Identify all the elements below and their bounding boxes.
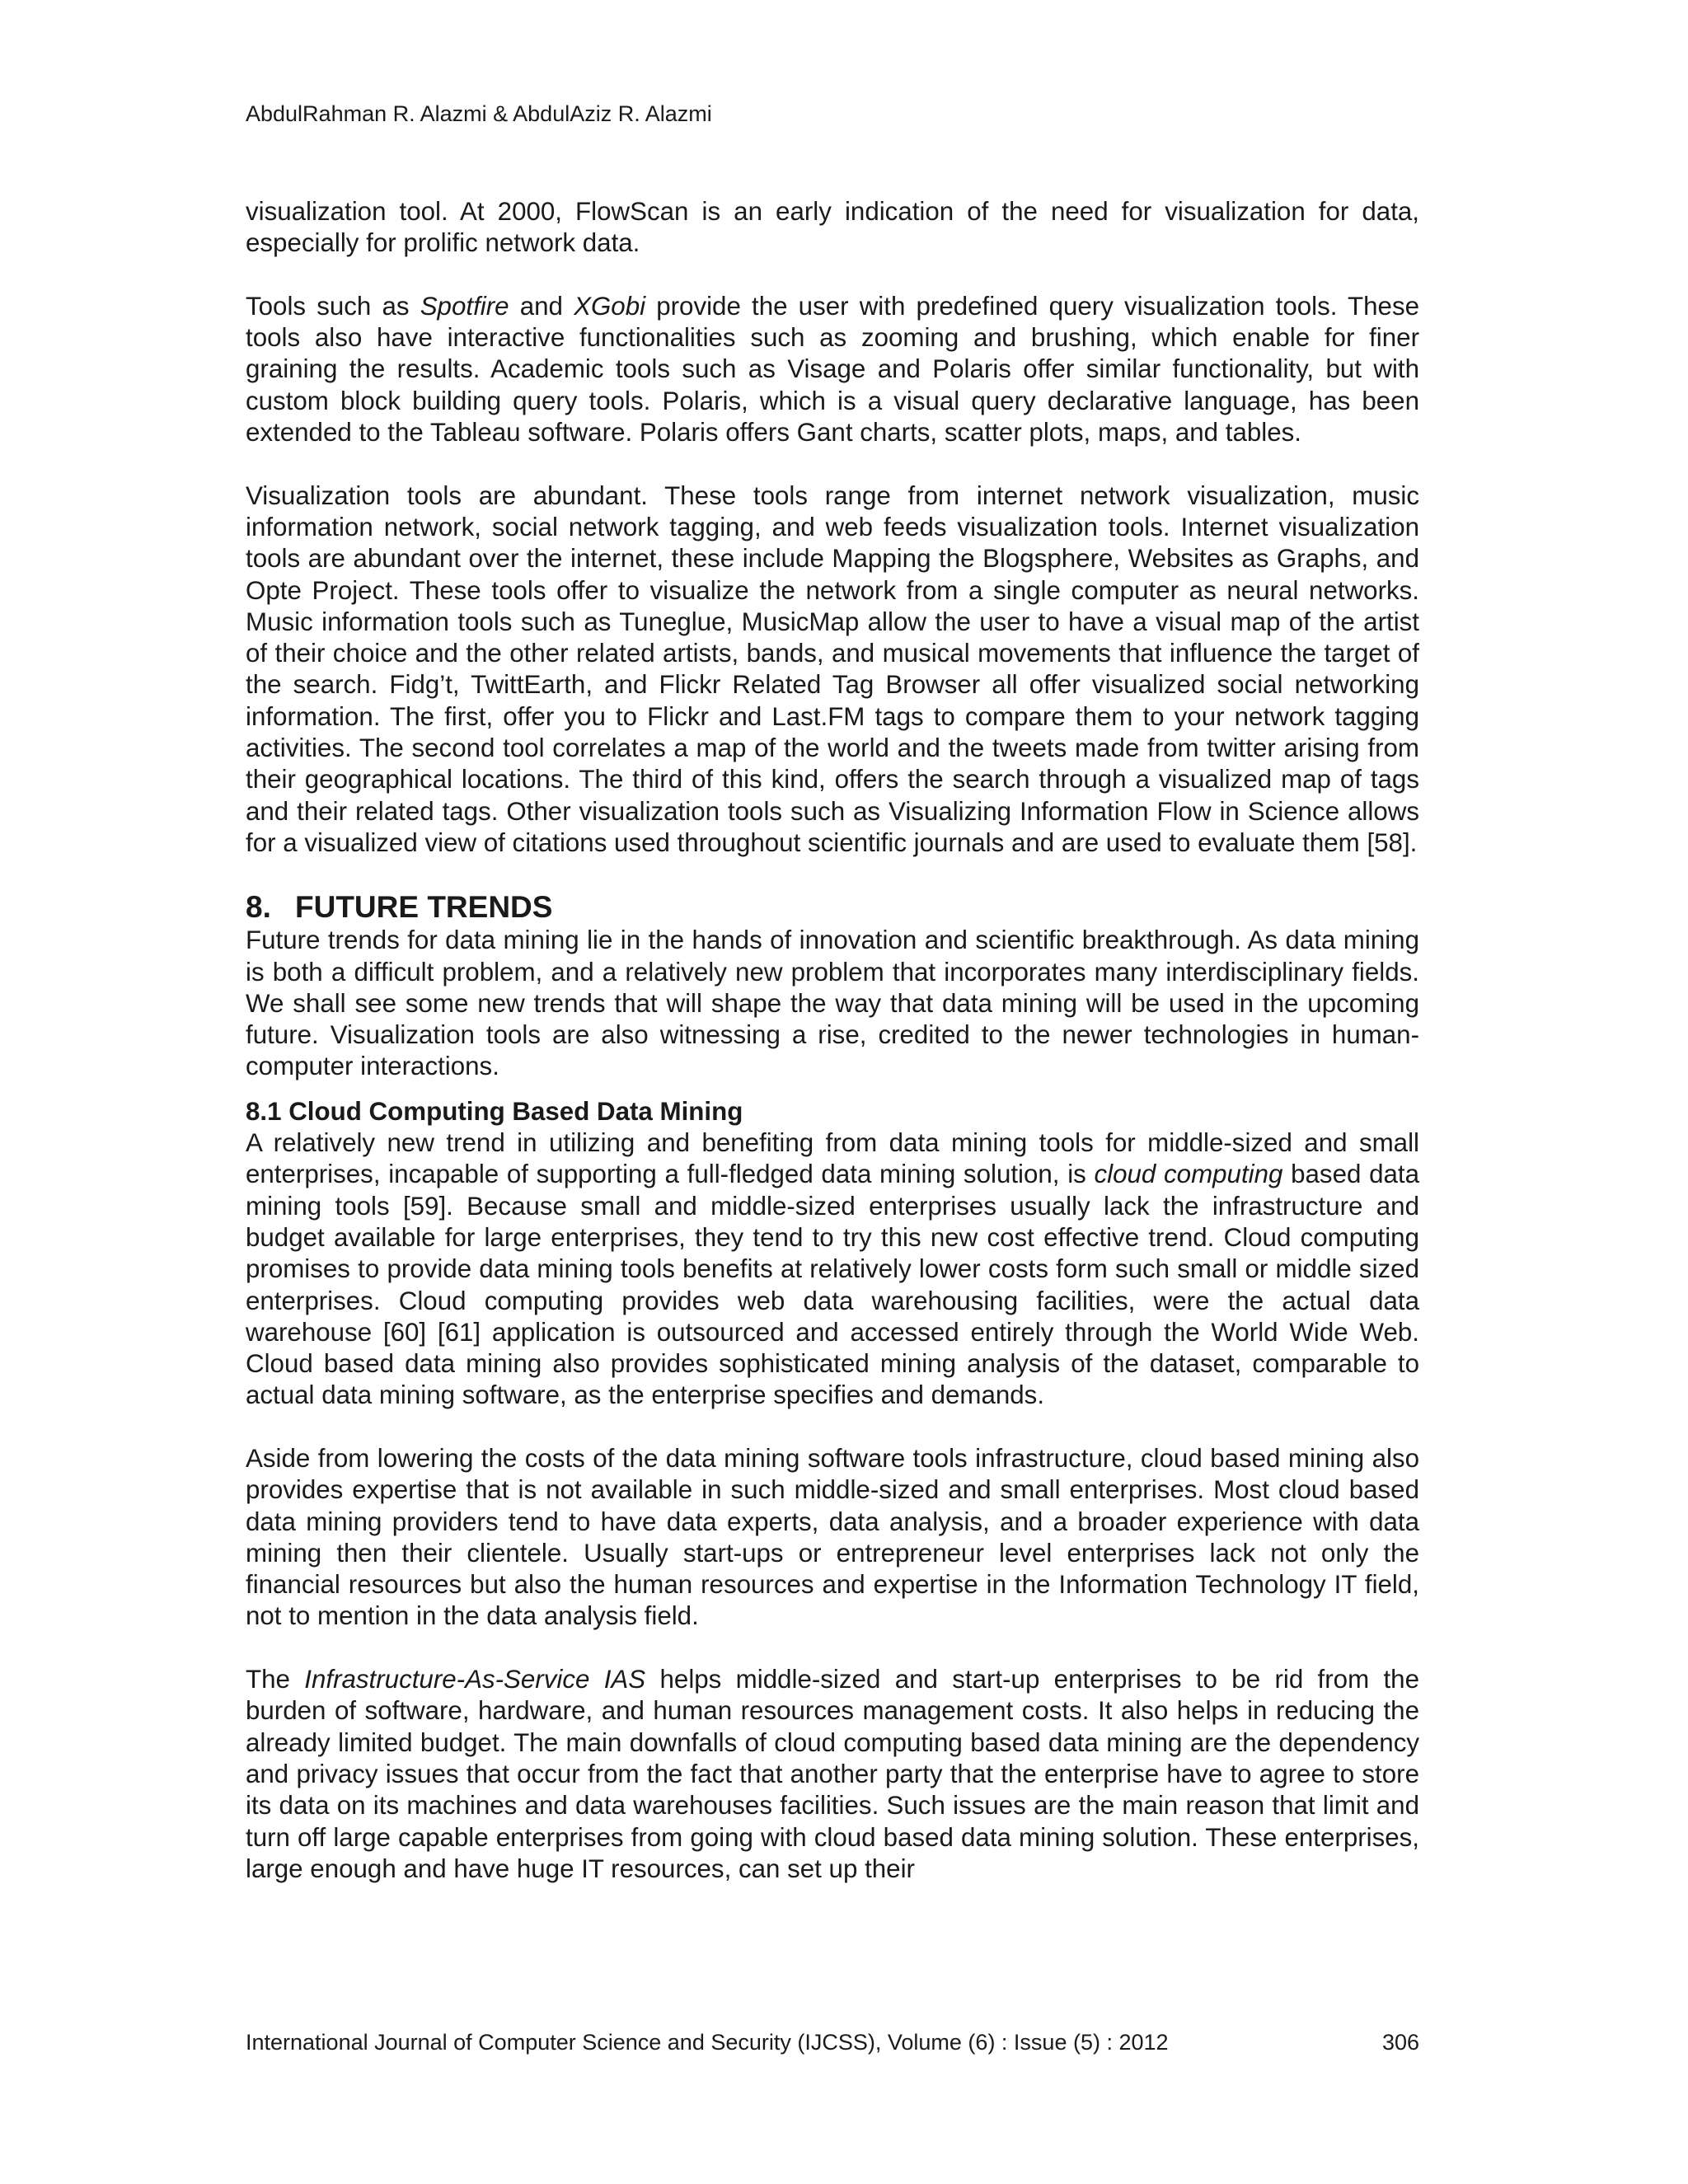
paragraph-query-tools (246, 291, 1419, 448)
running-head: AbdulRahman R. Alazmi & AbdulAziz R. Alazmi (246, 101, 712, 126)
text-run: A relatively new trend in utilizing and benefiting from data mining tools for middle-sized and small enterprises, incapable of supporting a full-fledged data mining solution, is (246, 1128, 1419, 1189)
italic-term-ias: Infrastructure-As-Service IAS (304, 1665, 646, 1694)
paragraph-visualization-tools: Visualization tools are abundant. These tools range from internet network visualization, music information network, social network tagging, and web feeds visualization tools. Internet visualization tools are abundant over the internet, these include Mapping the Blogsphere, Websites as Graphs, and Opte Project. These tools offer to visualize the network from a single computer as neural networks. Music information tools such as Tuneglue, MusicMap allow the user to have a visual map of the artist of their choice and the other related artists, bands, and musical movements that influence the target of the search. Fidg’t, TwittEarth, and Flickr Related Tag Browser all offer visualized social networking information. The first, offer you to Flickr and Last.FM tags to compare them to your network tagging activities. The second tool correlates a map of the world and the tweets made from twitter arising from their geographical locations. The third of this kind, offers the search through a visualized map of tags and their related tags. Other visualization tools such as Visualizing Information Flow in Science allows for a visualized view of citations used throughout scientific journals and are used to evaluate them [58]. (246, 480, 1419, 857)
section-number: 8. (246, 890, 271, 925)
paragraph-future-trends: Future trends for data mining lie in the hands of innovation and scientific breakthrough. As data mining is both a difficult problem, and a relatively new problem that incorporates many interdisciplinary fields. We shall see some new trends that will shape the way that data mining will be used in the upcoming future. Visualization tools are also witnessing a rise, credited to the newer technologies in human-computer interactions. (246, 926, 1419, 1081)
italic-term-cloud-computing: cloud computing (1094, 1160, 1283, 1189)
section-heading (246, 890, 1419, 925)
paragraph-flowscan: visualization tool. At 2000, FlowScan is an early indication of the need for visualization for data, especially for prolific network data. (246, 197, 1419, 258)
paragraph-cloud-computing (246, 1127, 1419, 1412)
text-run: provide the user with predefined query visualization tools. These tools also have interactive functionalities such as zooming and brushing, which enable for finer graining the results. Academic tools such as Visage and Polaris offer similar functionality, but with custom block building query tools. Polaris, which is a visual query declarative language, has been extended to the Tableau software. Polaris offers Gant charts, scatter plots, maps, and tables. (246, 291, 1420, 448)
text-run: helps middle-sized and start-up enterprises to be rid from the burden of software, hardware, and human resources management costs. It also helps in reducing the already limited budget. The main downfalls of cloud computing based data mining are the dependency and privacy issues that occur from the fact that another party that the enterprise have to agree to store its data on its machines and data warehouses facilities. Such issues are the main reason that limit and turn off large capable enterprises from going with cloud based data mining solution. These enterprises, large enough and have huge IT resources, can set up their (246, 1665, 1419, 1883)
page-footer (246, 2027, 1419, 2057)
italic-term-spotfire: Spotfire (420, 291, 509, 321)
text-run: The (246, 1665, 305, 1694)
text-run: based data mining tools [59]. Because small and middle-sized enterprises usually lack the infrastructure and budget available for large enterprises, they tend to try this new cost effective trend. Cloud computing promises to provide data mining tools benefits at relatively lower costs form such small or middle sized enterprises. Cloud computing provides web data warehousing facilities, were the actual data warehouse [60] [61] application is outsourced and accessed entirely through the World Wide Web. Cloud based data mining also provides sophisticated mining analysis of the dataset, comparable to actual data mining software, as the enterprise specifies and demands. (246, 1160, 1419, 1410)
paragraph-cloud-expertise: Aside from lowering the costs of the data mining software tools infrastructure, cloud based mining also provides expertise that is not available in such middle-sized and small enterprises. Most cloud based data mining providers tend to have data experts, data analysis, and a broader experience with data mining then their clientele. Usually start-ups or entrepreneur level enterprises lack not only the financial resources but also the human resources and expertise in the Information Technology IT field, not to mention in the data analysis field. (246, 1443, 1419, 1631)
italic-term-xgobi: XGobi (574, 291, 646, 321)
text-run: and (509, 291, 574, 321)
journal-citation: International Journal of Computer Science and Security (IJCSS), Volume (6) : Issue (5) : 2012 (246, 2030, 1169, 2055)
text-run: Tools such as (246, 291, 420, 321)
paragraph-ias (246, 1664, 1419, 1885)
page-number: 306 (1381, 2030, 1419, 2055)
subsection-heading: 8.1 Cloud Computing Based Data Mining (246, 1096, 743, 1126)
body-text (246, 196, 1419, 1885)
section-title: FUTURE TRENDS (295, 890, 553, 925)
